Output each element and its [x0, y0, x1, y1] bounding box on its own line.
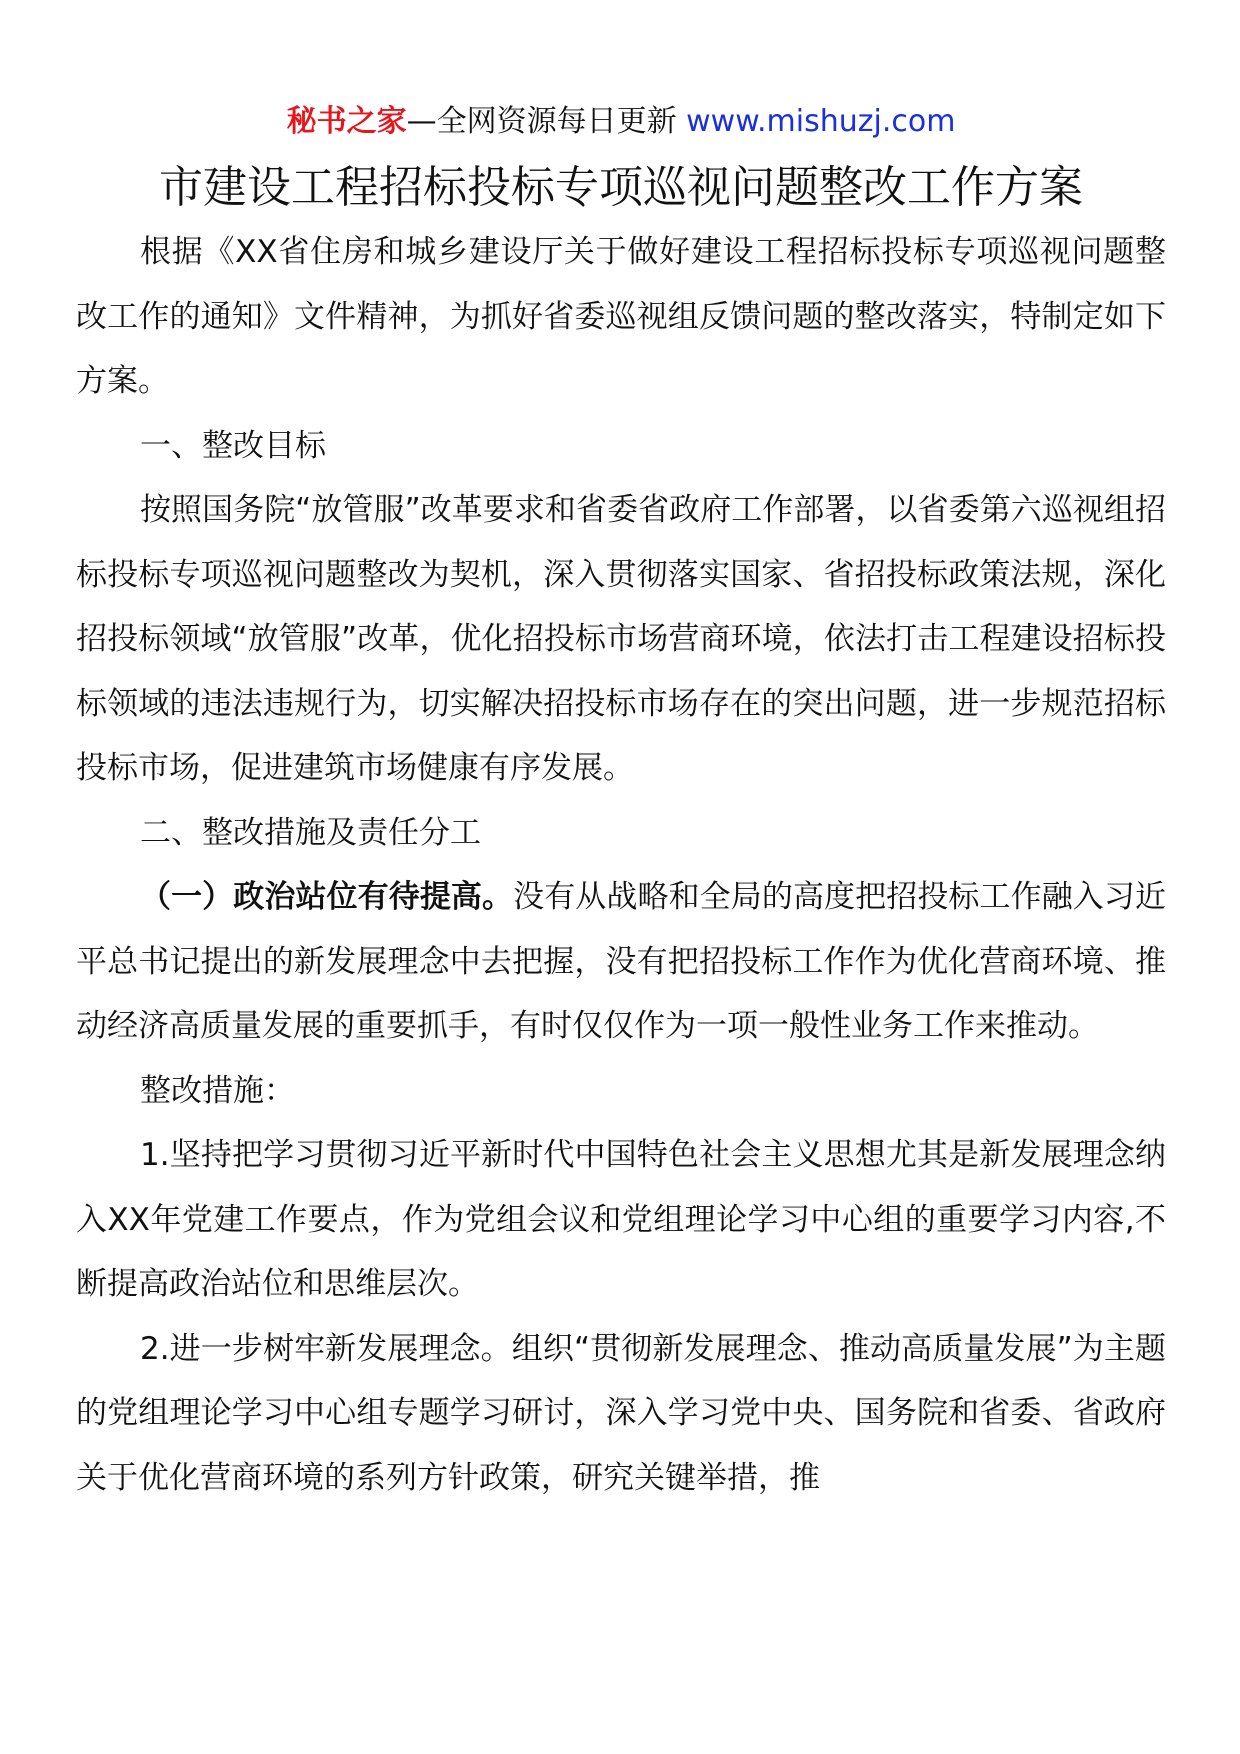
site-header: [76, 100, 1166, 144]
site-url-link[interactable]: www.mishuzj.com: [686, 104, 956, 139]
header-tagline: —全网资源每日更新: [406, 104, 687, 139]
intro-paragraph: 根据《XX省住房和城乡建设厅关于做好建设工程招标投标专项巡视问题整改工作的通知》文件精神，为抓好省委巡视组反馈问题的整改落实，特制定如下方案。: [76, 234, 1166, 399]
brand-name: 秘书之家: [286, 104, 407, 139]
section-heading-goals: 一、整改目标: [140, 427, 326, 464]
document-title: 市建设工程招标投标专项巡视问题整改工作方案: [159, 162, 1083, 213]
issue-1-paragraph: [76, 865, 1166, 1059]
goals-paragraph: 按照国务院“放管服”改革要求和省委省政府工作部署，以省委第六巡视组招标投标专项巡视问题整改为契机，深入贯彻落实国家、省招投标政策法规，深化招投标领域“放管服”改革，优化招投标市场营商环境，依法打击工程建设招标投标领域的违法违规行为，切实解决招投标市场存在的突出问题，进一步规范招标投标市场，促进建筑市场健康有序发展。: [76, 492, 1166, 786]
document-page: [76, 100, 1166, 1510]
measure-2-paragraph: 2.进一步树牢新发展理念。组织“贯彻新发展理念、推动高质量发展”为主题的党组理论学习中心组专题学习研讨，深入学习党中央、国务院和省委、省政府关于优化营商环境的系列方针政策，研究关键举措，推: [76, 1330, 1166, 1496]
issue-1-lead: （一）政治站位有待提高。: [140, 879, 514, 915]
section-heading-measures: 二、整改措施及责任分工: [140, 814, 481, 851]
issue-1-text: 没有从战略和全局的高度把招投标工作融入习近平总书记提出的新发展理念中去把握，没有把招投标工作作为优化营商环境、推动经济高质量发展的重要抓手，有时仅仅作为一项一般性业务工作来推动。: [76, 879, 1166, 1044]
measures-heading: 整改措施：: [140, 1072, 295, 1109]
measure-1-paragraph: 1.坚持把学习贯彻习近平新时代中国特色社会主义思想尤其是新发展理念纳入XX年党建工作要点，作为党组会议和党组理论学习中心组的重要学习内容,不断提高政治站位和思维层次。: [76, 1137, 1166, 1302]
